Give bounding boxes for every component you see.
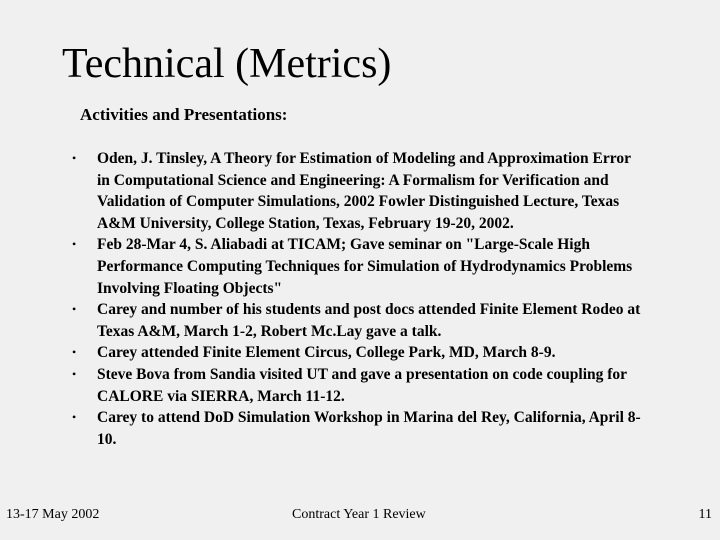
- slide-title: Technical (Metrics): [62, 41, 392, 87]
- list-item-text: Oden, J. Tinsley, A Theory for Estimation of Modeling and Approximation Error in Computational Science and Engineering: A Formalism for Verification and Validation of Computer Simulations, 2002 Fowler Distinguished Lecture, Texas A&M University, College Station, Texas, February 19-20, 2002.: [97, 150, 631, 232]
- list-item-text: Carey to attend DoD Simulation Workshop in Marina del Rey, California, April 8-10.: [97, 409, 641, 448]
- list-item-text: Carey and number of his students and post docs attended Finite Element Rodeo at Texas A&M, March 1-2, Robert Mc.Lay gave a talk.: [97, 301, 641, 340]
- list-item-text: Carey attended Finite Element Circus, College Park, MD, March 8-9.: [97, 344, 556, 362]
- bullet-icon: •: [72, 237, 77, 252]
- list-item: [72, 299, 642, 342]
- list-item-text: Feb 28-Mar 4, S. Aliabadi at TICAM; Gave seminar on "Large-Scale High Performance Computing Techniques for Simulation of Hydrodynamics Problems Involving Floating Objects": [97, 236, 633, 297]
- list-item: [72, 407, 642, 450]
- list-item: [72, 342, 642, 364]
- page-number: 11: [698, 507, 712, 522]
- list-item: [72, 148, 642, 234]
- bullet-list: [72, 148, 642, 450]
- footer-title: Contract Year 1 Review: [292, 507, 426, 522]
- bullet-icon: •: [72, 410, 77, 425]
- list-item: [72, 364, 642, 407]
- bullet-icon: •: [72, 366, 77, 381]
- footer-date: 13-17 May 2002: [6, 507, 100, 522]
- list-item-text: Steve Bova from Sandia visited UT and gave a presentation on code coupling for CALORE via SIERRA, March 11-12.: [97, 365, 627, 405]
- slide-subtitle: Activities and Presentations:: [80, 105, 288, 124]
- bullet-icon: •: [72, 345, 77, 360]
- bullet-icon: •: [72, 302, 77, 317]
- list-item: [72, 234, 642, 299]
- bullet-icon: •: [72, 151, 77, 165]
